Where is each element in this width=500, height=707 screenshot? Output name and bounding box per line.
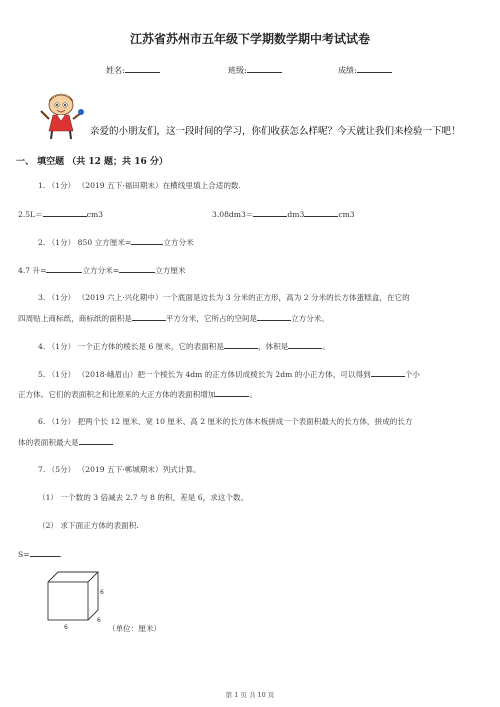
question-5-line-2 [18, 388, 257, 400]
question-7: 7. （5分） （2019 五下·郸城期末）列式计算。 [38, 465, 201, 474]
question-2b [18, 264, 186, 276]
q1a-suffix: cm3 [86, 210, 104, 219]
q5-suffix: 个小 [404, 370, 420, 379]
q1b-suffix: cm3 [338, 210, 355, 219]
section-heading: 一、 填空题 （共 12 题；共 16 分） [16, 157, 168, 167]
q2-text: 2. （1分） 850 立方厘米= [38, 238, 132, 247]
cube-front-face [48, 582, 88, 620]
q5-line2-suffix: 。 [249, 390, 258, 399]
question-6-line-1: 6. （1分） 把两个长 12 厘米、宽 10 厘米、高 2 厘米的长方体木板拼成一个表面积最大的长方体，拼成的长方 [38, 417, 413, 426]
q3-suffix: 立方分米。 [291, 314, 329, 323]
question-3-line-1: 3. （1分） （2019 六上·兴化期中）一个底面是边长为 3 分米的正方形，高为 2 分米的长方体蛋糕盒，在它的 [38, 293, 410, 302]
question-6-line-2 [18, 436, 113, 448]
name-label: 姓名: [106, 66, 125, 75]
question-1b [212, 208, 355, 220]
cube-label-right: 6 [100, 589, 104, 596]
q1a-prefix: 2.5L＝ [18, 210, 43, 219]
answer-blank[interactable] [224, 340, 258, 349]
class-field [228, 64, 282, 76]
score-blank [357, 64, 392, 73]
cube-top-face [48, 572, 98, 582]
answer-blank[interactable] [132, 312, 166, 321]
score-field [338, 64, 392, 76]
question-1: 1. （1分） （2019 五下·福田期末）在横线里填上合适的数. [38, 181, 241, 190]
page-footer: 第 1 页 共 10 页 [225, 691, 275, 699]
q2b-suffix: 立方厘米 [155, 266, 186, 275]
answer-blank[interactable] [46, 264, 82, 273]
answer-blank[interactable] [371, 368, 405, 377]
answer-blank[interactable] [43, 208, 87, 217]
name-blank [125, 64, 160, 73]
cube-label-bottom: 6 [64, 624, 68, 630]
q3-mid: 平方分米，它所占的空间是 [165, 314, 258, 323]
answer-blank[interactable] [288, 340, 322, 349]
answer-blank[interactable] [119, 264, 155, 273]
cube-label-side: 6 [97, 617, 101, 624]
q5-prefix: 5. （1分） （2018·峨眉山）把一个棱长为 4dm 的正方体切成棱长为 2dm 的小正方体，可以得到 [38, 370, 371, 379]
question-7-part-1: （1） 一个数的 3 倍减去 2.7 与 8 的积，差是 6，求这个数。 [38, 493, 249, 502]
greeting-text: 亲爱的小朋友们，这一段时间的学习，你们收获怎么样呢？今天就让我们来检验一下吧！ [90, 126, 461, 137]
q4-mid: ，体积是 [258, 342, 289, 351]
mascot-illustration [37, 91, 87, 141]
q7-s-suffix: . [59, 550, 62, 559]
q6-prefix: 体的表面积最大是 [18, 438, 79, 447]
q4-prefix: 4. （1分） 一个正方体的棱长是 6 厘米，它的表面积是 [38, 342, 225, 351]
question-4 [38, 340, 330, 352]
answer-blank[interactable] [215, 388, 249, 397]
q7-s-label: S= [18, 550, 30, 559]
question-1a [18, 208, 103, 220]
page-title: 江苏省苏州市五年级下学期数学期中考试试卷 [129, 32, 370, 46]
q2-suffix: 立方分米 [163, 238, 194, 247]
answer-blank[interactable] [304, 208, 338, 217]
answer-blank[interactable] [253, 208, 287, 217]
unit-note: （单位：厘米） [108, 624, 162, 633]
q2b-prefix: 4.7 升= [18, 266, 47, 275]
question-5-line-1 [38, 368, 420, 380]
question-3-line-2 [18, 312, 329, 324]
class-blank [247, 64, 282, 73]
cube-figure [42, 560, 106, 630]
class-label: 班级: [228, 66, 247, 75]
q4-suffix: 。 [322, 342, 330, 351]
q1b-prefix: 3.08dm3＝ [212, 210, 254, 219]
score-label: 成绩: [338, 66, 357, 75]
q3-prefix: 四周贴上商标纸，商标纸的面积是 [18, 314, 132, 323]
answer-blank[interactable] [257, 312, 291, 321]
question-7-answer [18, 548, 62, 559]
name-field [106, 64, 160, 76]
answer-blank[interactable] [30, 548, 60, 557]
q5-line2-prefix: 正方体。它们的表面积之和比原来的大正方体的表面积增加 [18, 390, 216, 399]
cube-side-face [88, 572, 98, 620]
q1b-mid: dm3 [287, 210, 305, 219]
answer-blank[interactable] [79, 436, 113, 445]
question-7-part-2: （2） 求下面正方体的表面积. [38, 521, 139, 530]
answer-blank[interactable] [131, 236, 163, 245]
q2b-mid: 立方分米= [82, 266, 120, 275]
question-2 [38, 236, 194, 248]
